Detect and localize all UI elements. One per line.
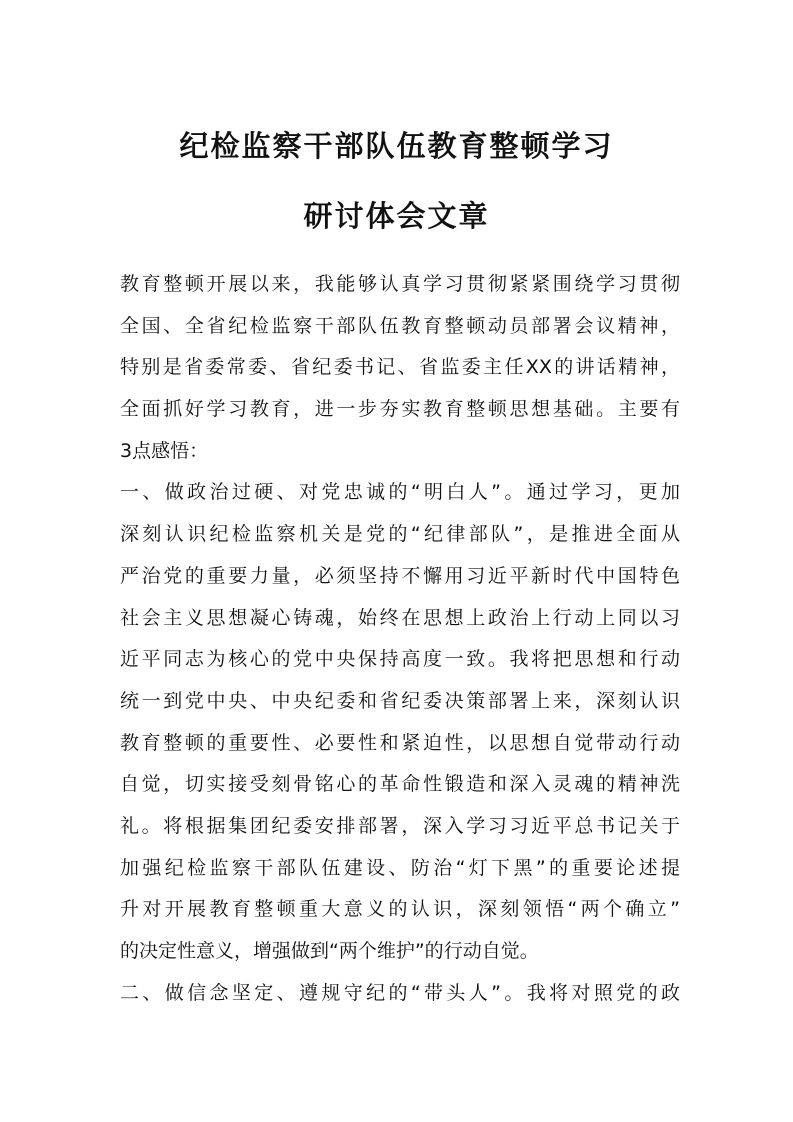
body-line: 近平同志为核心的党中央保持高度一致。我将把思想和行动: [120, 648, 680, 671]
document-body: [120, 264, 680, 1014]
body-line: 自觉，切实接受刻骨铭心的革命性锻造和深入灵魂的精神洗: [120, 773, 680, 796]
body-line: 社会主义思想凝心铸魂，始终在思想上政治上行动上同以习: [120, 606, 680, 629]
body-line: 一、做政治过硬、对党忠诚的“明白人”。通过学习，更加: [120, 481, 680, 504]
document-title-line-2: 研讨体会文章: [303, 199, 490, 233]
body-line: 礼。将根据集团纪委安排部署，深入学习习近平总书记关于: [120, 814, 680, 837]
body-line: 3点感悟：: [120, 439, 209, 462]
body-line: 深刻认识纪检监察机关是党的“纪律部队”，是推进全面从: [120, 523, 680, 546]
body-line: 加强纪检监察干部队伍建设、防治“灯下黑”的重要论述提: [120, 856, 680, 879]
body-line: 教育整顿的重要性、必要性和紧迫性，以思想自觉带动行动: [120, 731, 680, 754]
body-line: 统一到党中央、中央纪委和省纪委决策部署上来，深刻认识: [120, 689, 680, 712]
body-line: 全国、全省纪检监察干部队伍教育整顿动员部署会议精神，: [120, 314, 680, 337]
body-line: 二、做信念坚定、遵规守纪的“带头人”。我将对照党的政: [120, 981, 680, 1004]
body-line: 的决定性意义，增强做到“两个维护”的行动自觉。: [120, 940, 539, 962]
body-line: 特别是省委常委、省纪委书记、省监委主任XX的讲话精神，: [120, 356, 680, 379]
body-line: 全面抓好学习教育，进一步夯实教育整顿思想基础。主要有: [120, 398, 680, 421]
document-title-line-1: 纪检监察干部队伍教育整顿学习: [179, 129, 614, 163]
body-line: 教育整顿开展以来，我能够认真学习贯彻紧紧围绕学习贯彻: [120, 273, 680, 295]
body-line: 升对开展教育整顿重大意义的认识，深刻领悟“两个确立”: [120, 898, 680, 921]
body-line: 严治党的重要力量，必须坚持不懈用习近平新时代中国特色: [120, 564, 680, 587]
